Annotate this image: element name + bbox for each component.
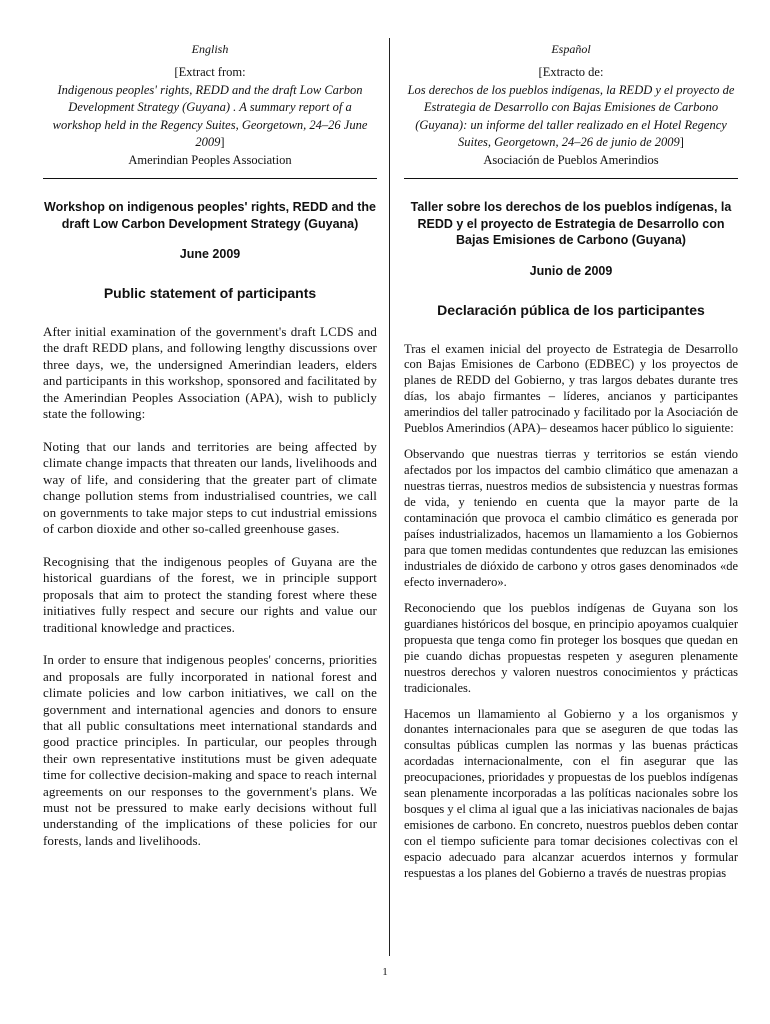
english-paragraph: Noting that our lands and territories are being affected by climate change impacts that threaten our lands, livelihoods and way of life, and considering that the greater part of climate change pollution stems from industrialised countries, we call on governments to take major steps to cut industrial emissions of carbon dioxide and other so-called greenhouse gases. xyxy=(43,438,377,536)
english-separator-line xyxy=(43,178,377,179)
english-paragraph: In order to ensure that indigenous peoples' concerns, priorities and proposals are fully incorporated in national forest and climate policies and low carbon initiatives, we call on the government and international agencies and donors to ensure that all public consultations meet international standards and good practice principles. In particular, our peoples through their own representative institutions must be given adequate time for collective decision-making and space to reach internal agreements on our responses to the government's plans. We must not be pressured to make early decisions without full understanding of the implications of these policies for our forests, lands and livelihoods. xyxy=(43,652,377,848)
spanish-extract-citation xyxy=(404,64,738,169)
english-report-title: Indigenous peoples' rights, REDD and the draft Low Carbon Development Strategy (Guyana) . A summary report of a workshop held in the Regency Suites, Georgetown, 24–26 June 2009] xyxy=(52,82,368,149)
spanish-extract-intro: [Extracto de: xyxy=(538,65,604,79)
spanish-report-title: Los derechos de los pueblos indígenas, la REDD y el proyecto de Estrategia de Desarrollo con Bajas Emisiones de Carbono (Guyana): un informe del taller realizado en el Hotel Regency Suites, Georgetown, 24–26 de junio de 2009] xyxy=(407,82,735,149)
english-body xyxy=(43,324,377,849)
spanish-paragraph: Hacemos un llamamiento al Gobierno y a los organismos y donantes internacionales para que se aseguren de que todas las consultas públicas cumplen las normas y las buenas prácticas acordadas internacionalmente, con el fin asegurar que las preocupaciones, prioridades y propuestas de los pueblos indígenas sean plenamente incorporadas a las políticas nacionales sobre los bosques y el clima al igual que a las iniciativas nacionales de bajas emisiones de carbono. En concreto, nuestros pueblos deben contar con el tiempo suficiente para tomar decisiones colectivas con el espacio adecuado para alcanzar acuerdos internos y formular respuestas a los planes del Gobierno a través de nuestras propias xyxy=(404,706,738,881)
spanish-workshop-title: Taller sobre los derechos de los pueblos indígenas, la REDD y el proyecto de Estrategia de Desarrollo con Bajas Emisiones de Carbono (Guyana) xyxy=(410,200,732,247)
spanish-body xyxy=(404,342,738,883)
spanish-paragraph: Tras el examen inicial del proyecto de Estrategia de Desarrollo con Bajas Emisiones de Carbono (EDBEC) y los proyectos de planes de REDD del Gobierno, y tras largos debates durante tres días, los abajo firmantes – líderes, ancianos y participantes amerindios del taller patrocinado y facilitado por la Asociación de Pueblos Amerindios (APA)– deseamos hacer público lo siguiente: xyxy=(404,341,738,436)
english-date: June 2009 xyxy=(179,247,241,261)
spanish-date: Junio de 2009 xyxy=(529,263,613,278)
spanish-statement-title: Declaración pública de los participantes xyxy=(437,301,705,318)
column-divider xyxy=(389,38,390,956)
english-column xyxy=(43,38,377,866)
english-paragraph: Recognising that the indigenous peoples of Guyana are the historical guardians of the forest, we in principle support proposals that aim to protect the standing forest where these initiatives fully respect and secure our rights and value our traditional knowledge and practices. xyxy=(43,553,377,635)
spanish-organization: Asociación de Pueblos Amerindios xyxy=(483,152,659,167)
english-language-label: English xyxy=(191,42,229,56)
spanish-language-label: Español xyxy=(551,42,591,56)
page-number: 1 xyxy=(382,966,388,978)
spanish-paragraph: Observando que nuestras tierras y territorios se están viendo afectados por los impactos del cambio climático que amenazan a nuestras tierras, nuestros medios de subsistencia y nuestras formas de vida, y teniendo en cuenta que la mayor parte de la contaminación que provoca el cambio climático es generada por países industrializados, hacemos un llamamiento a los Gobiernos para que tomen medidas contundentes que reduzcan las emisiones industriales de dióxido de carbono y otros gases denominados «de efecto invernadero». xyxy=(404,447,738,589)
english-workshop-title: Workshop on indigenous peoples' rights, REDD and the draft Low Carbon Development Strategy (Guyana) xyxy=(44,200,376,231)
english-statement-title: Public statement of participants xyxy=(103,285,317,301)
english-extract-intro: [Extract from: xyxy=(174,65,246,79)
english-paragraph: After initial examination of the government's draft LCDS and the draft REDD plans, and following lengthy discussions over three days, we, the undersigned Amerindian leaders, elders and participants in this workshop, sponsored and facilitated by the Amerindian Peoples Association (APA), wish to publicly state the following: xyxy=(43,324,377,422)
english-organization: Amerindian Peoples Association xyxy=(128,152,292,167)
spanish-separator-line xyxy=(404,178,738,179)
spanish-column xyxy=(404,38,738,892)
english-extract-citation xyxy=(43,64,377,169)
spanish-paragraph: Reconociendo que los pueblos indígenas de Guyana son los guardianes históricos del bosque, en principio apoyamos cualquier propuesta que tenga como fin proteger los bosques que quedan en pie cuando dichas propuestas respeten y aseguren plenamente nuestros derechos y valoren nuestros conocimientos y prácticas tradicionales. xyxy=(404,600,738,695)
